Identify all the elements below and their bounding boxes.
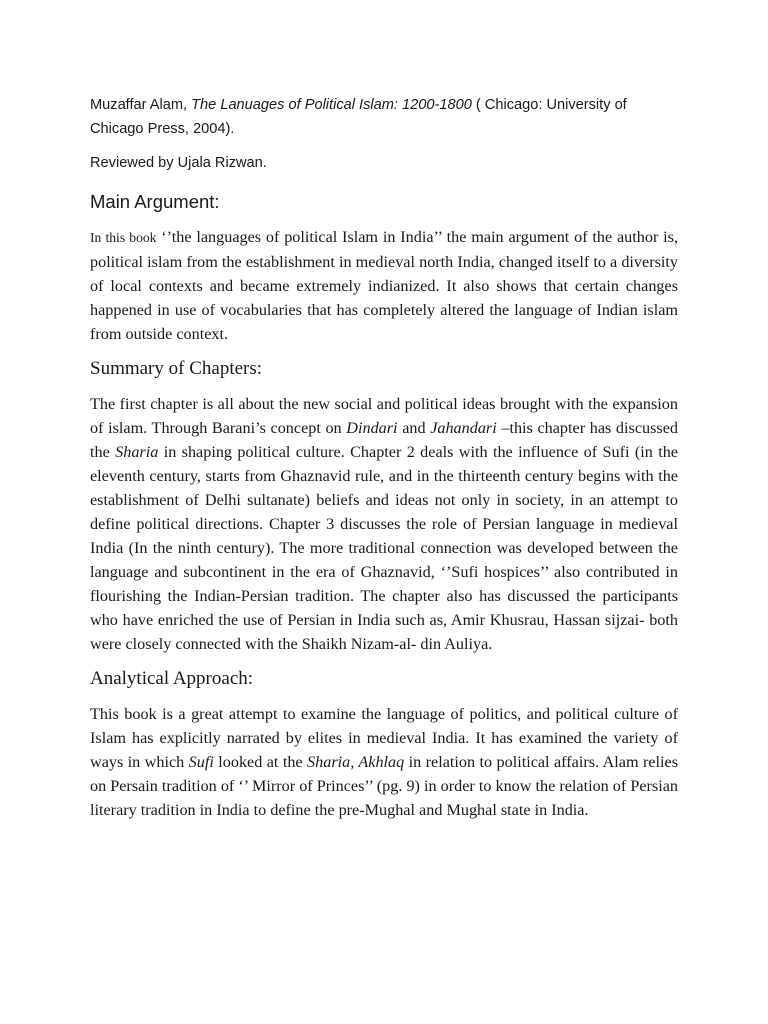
analytical-paragraph: [90, 702, 678, 822]
summary-jahandari: Jahandari: [430, 419, 497, 437]
summary-heading: Summary of Chapters:: [90, 358, 263, 379]
citation: [90, 93, 678, 141]
citation-author: Muzaffar Alam,: [90, 97, 192, 113]
summary-paragraph: [90, 392, 678, 656]
reviewer-line: Reviewed by Ujala Rizwan.: [90, 155, 267, 171]
analytical-text-1: This book is a great attempt to examine the language of politics, and political culture of Islam has explicitly narrated by elites in medieval India. It has examined the variety of ways in which: [90, 705, 678, 771]
analytical-sharia-akhlaq: Sharia, Akhlaq: [307, 753, 405, 771]
main-argument-heading: Main Argument:: [90, 191, 220, 212]
summary-text-2: and: [397, 419, 431, 437]
document-page: [90, 93, 678, 832]
summary-text-1: The first chapter is all about the new social and political ideas brought with the expansion of islam. Through Barani’s concept on: [90, 395, 678, 437]
analytical-heading: Analytical Approach:: [90, 668, 254, 689]
summary-sharia: Sharia: [115, 443, 159, 461]
citation-title: The Lanuages of Political Islam: 1200-1800: [191, 97, 472, 113]
main-argument-text: ‘’the languages of political Islam in India’’ the main argument of the author is, political islam from the establishment in medieval north India, changed itself to a diversity of local contexts and became extremely indianized. It also shows that certain changes happened in use of vocabularies that has completely altered the language of Indian islam from outside context.: [90, 228, 678, 343]
summary-text-4: in shaping political culture. Chapter 2 deals with the influence of Sufi (in the eleventh century, starts from Ghaznavid rule, and in the thirteenth century begins with the establishment of Delhi sultanate) beliefs and ideas not only in society, in an attempt to define political directions. Chapter 3 discusses the role of Persian language in medieval India (In the ninth century). The more traditional connection was developed between the language and subcontinent in the era of Ghaznavid, ‘’Sufi hospices’’ also contributed in flourishing the Indian-Persian tradition. The chapter also has discussed the participants who have enriched the use of Persian in India such as, Amir Khusrau, Hassan sijzai- both were closely connected with the Shaikh Nizam-al- din Auliya.: [90, 443, 678, 653]
main-argument-lead: In this book: [90, 230, 157, 245]
citation-publisher: ( Chicago: University of Chicago Press, 2004).: [90, 97, 627, 137]
summary-text-3: –this chapter has discussed the: [90, 419, 678, 461]
analytical-sufi: Sufi: [188, 753, 214, 771]
analytical-text-3: in relation to political affairs. Alam relies on Persain tradition of ‘’ Mirror of Princes’’ (pg. 9) in order to know the relation of Persian literary tradition in India to define the pre-Mughal and Mughal state in India.: [90, 753, 679, 819]
analytical-text-2: looked at the: [213, 753, 308, 771]
summary-dindari: Dindari: [346, 419, 398, 437]
main-argument-paragraph: [90, 225, 678, 346]
